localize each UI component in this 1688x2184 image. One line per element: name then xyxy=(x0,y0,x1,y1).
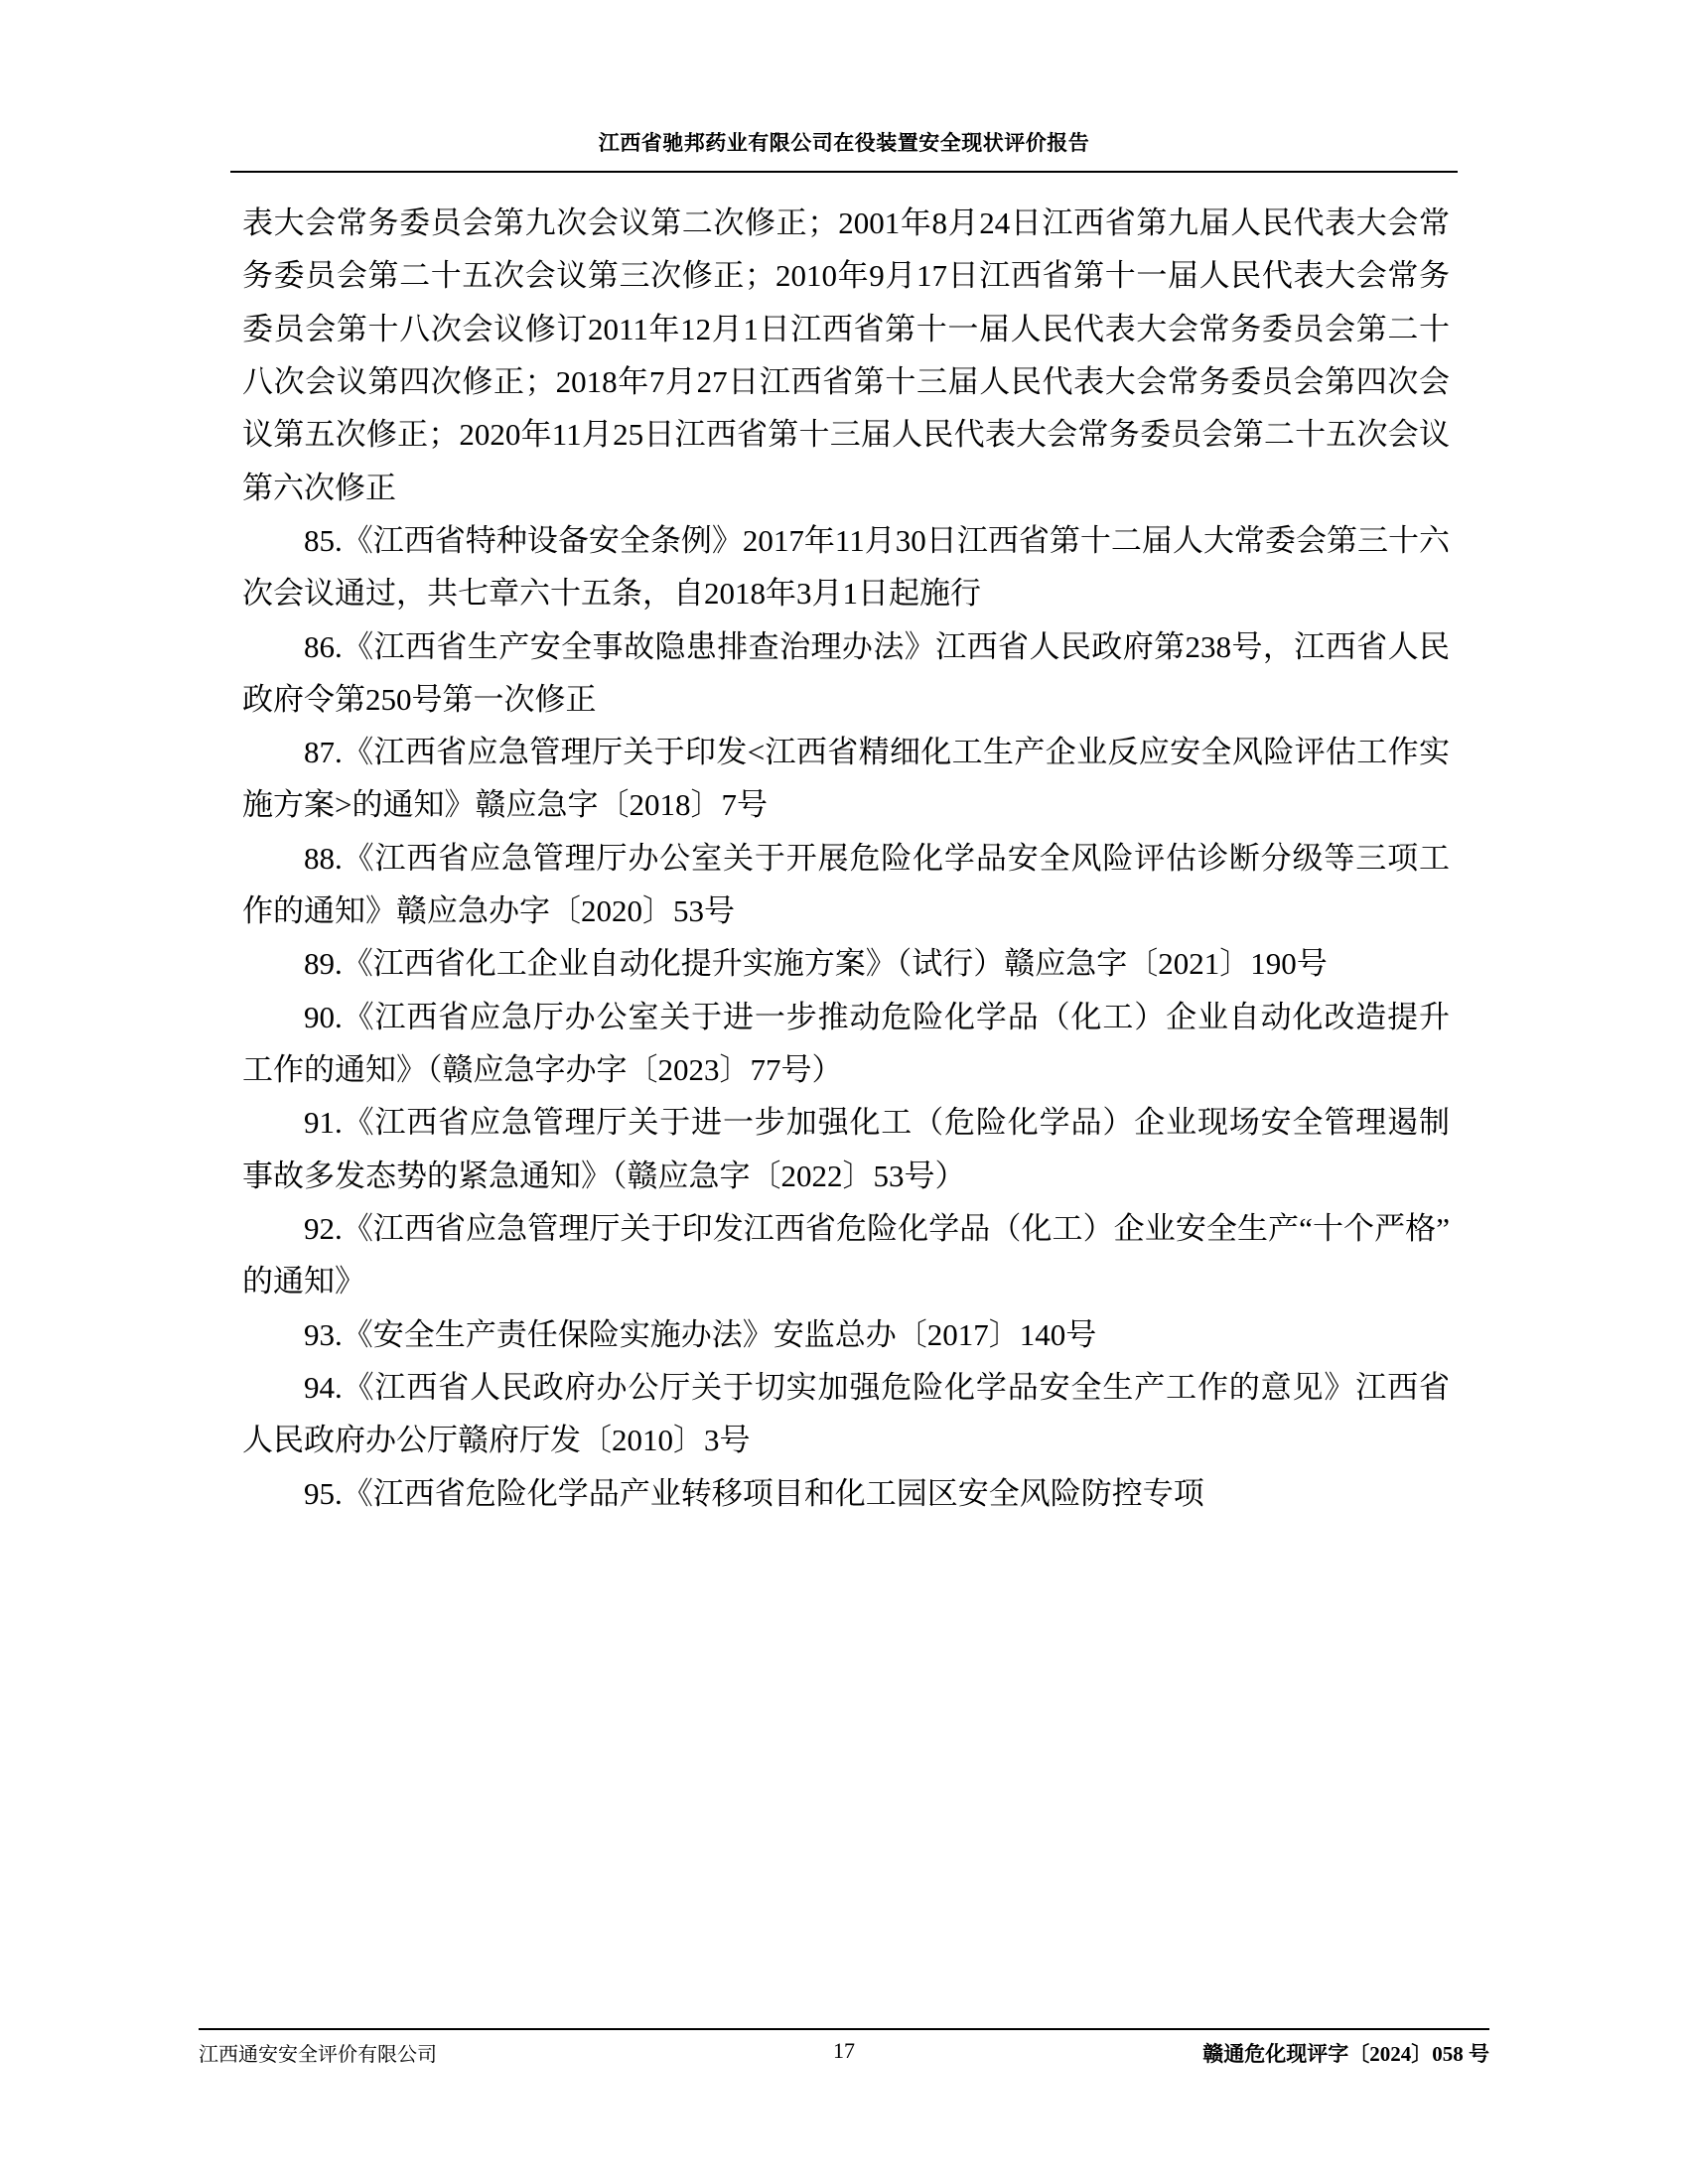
page-header xyxy=(230,131,1458,156)
footer-divider xyxy=(199,2028,1489,2030)
footer-company-name: 江西通安安全评价有限公司 xyxy=(199,2044,437,2066)
body-paragraph: 91.《江西省应急管理厅关于进一步加强化工（危险化学品）企业现场安全管理遏制事故多发态势的紧急通知》（赣应急字〔2022〕53号） xyxy=(242,1105,1450,1193)
body-paragraph: 90.《江西省应急厅办公室关于进一步推动危险化学品（化工）企业自动化改造提升工作的通知》（赣应急字办字〔2023〕77号） xyxy=(242,999,1450,1087)
document-body xyxy=(242,197,1450,1520)
body-paragraph: 94.《江西省人民政府办公厅关于切实加强危险化学品安全生产工作的意见》江西省人民政府办公厅赣府厅发〔2010〕3号 xyxy=(242,1369,1450,1458)
page-footer xyxy=(199,2038,1489,2078)
body-paragraph: 86.《江西省生产安全事故隐患排查治理办法》江西省人民政府第238号，江西省人民政府令第250号第一次修正 xyxy=(242,628,1450,717)
body-paragraph: 85.《江西省特种设备安全条例》2017年11月30日江西省第十二届人大常委会第三十六次会议通过，共七章六十五条，自2018年3月1日起施行 xyxy=(242,522,1450,612)
body-paragraph: 88.《江西省应急管理厅办公室关于开展危险化学品安全风险评估诊断分级等三项工作的通知》赣应急办字〔2020〕53号 xyxy=(242,840,1450,929)
body-paragraph: 89.《江西省化工企业自动化提升实施方案》（试行）赣应急字〔2021〕190号 xyxy=(304,946,1328,982)
body-paragraph: 87.《江西省应急管理厅关于印发<江西省精细化工生产企业反应安全风险评估工作实施方案>的通知》赣应急字〔2018〕7号 xyxy=(242,735,1450,823)
header-divider xyxy=(230,171,1458,173)
body-paragraph: 表大会常务委员会第九次会议第二次修正；2001年8月24日江西省第九届人民代表大会常务委员会第二十五次会议第三次修正；2010年9月17日江西省第十一届人民代表大会常务委员会第十八次会议修订2011年12月1日江西省第十一届人民代表大会常务委员会第二十八次会议第四次修正；2018年7月27日江西省第十三届人民代表大会常务委员会第四次会议第五次修正；2020年11月25日江西省第十三届人民代表大会常务委员会第二十五次会议第六次修正 xyxy=(242,205,1450,505)
body-paragraph: 92.《江西省应急管理厅关于印发江西省危险化学品（化工）企业安全生产“十个严格”的通知》 xyxy=(242,1210,1450,1299)
body-paragraph: 93.《安全生产责任保险实施办法》安监总办〔2017〕140号 xyxy=(304,1316,1097,1352)
footer-document-number: 赣通危化现评字〔2024〕058 号 xyxy=(1202,2042,1489,2066)
header-title: 江西省驰邦药业有限公司在役装置安全现状评价报告 xyxy=(598,131,1090,155)
body-paragraph: 95.《江西省危险化学品产业转移项目和化工园区安全风险防控专项 xyxy=(304,1475,1204,1511)
footer-page-number: 17 xyxy=(833,2038,855,2063)
